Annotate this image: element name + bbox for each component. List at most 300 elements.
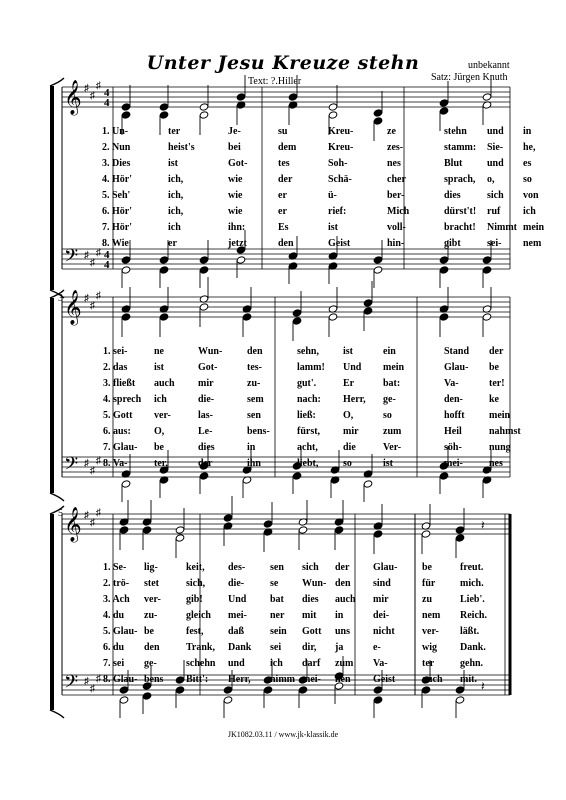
- lyric-syllable: und: [228, 658, 245, 669]
- lyric-syllable: 8. Va-: [103, 458, 128, 469]
- lyric-syllable: ter: [168, 126, 181, 137]
- lyric-syllable: ner: [270, 610, 285, 621]
- time-signature-top: 4: [104, 249, 110, 261]
- lyric-syllable: der: [278, 174, 293, 185]
- verse-line: [0, 394, 566, 406]
- lyric-syllable: wie: [228, 190, 243, 201]
- lyric-syllable: ich: [523, 206, 536, 217]
- lyric-syllable: ich,: [168, 190, 184, 201]
- verse-line: [0, 658, 566, 670]
- lyric-syllable: bracht!: [444, 222, 476, 233]
- lyric-syllable: darf: [302, 658, 321, 669]
- verse-line: [0, 642, 566, 654]
- lyric-syllable: 1. Un-: [102, 126, 129, 137]
- footer: JK1082.03.11 / www.jk-klassik.de: [227, 730, 339, 739]
- note-head: [236, 256, 246, 264]
- note-head: [199, 303, 209, 311]
- bracket-bottom: [50, 493, 64, 501]
- lyric-syllable: 7. Hör': [102, 222, 132, 233]
- note-head: [223, 514, 233, 522]
- lyric-syllable: Dank: [228, 642, 252, 653]
- lyric-syllable: ver-: [144, 594, 161, 605]
- sharp-icon: ♯: [84, 250, 89, 261]
- lyric-syllable: tes: [278, 158, 290, 169]
- sharp-icon: ♯: [96, 507, 101, 519]
- note-head: [159, 103, 169, 111]
- lyric-syllable: wig: [422, 642, 437, 653]
- lyric-syllable: dies: [302, 594, 319, 605]
- note-head: [175, 686, 185, 694]
- lyric-syllable: sprach,: [444, 174, 476, 185]
- lyric-syllable: den: [247, 346, 263, 357]
- lyric-syllable: den: [144, 642, 160, 653]
- note-head: [373, 686, 383, 694]
- lyric-syllable: ein: [383, 346, 396, 357]
- lyric-syllable: sen: [270, 562, 284, 573]
- lyric-syllable: sem: [247, 394, 264, 405]
- verse-line: [0, 362, 566, 374]
- lyric-syllable: mein: [523, 222, 545, 233]
- lyric-syllable: Va-: [444, 378, 459, 389]
- lyric-syllable: 4. du: [103, 610, 125, 621]
- note-head: [439, 313, 449, 321]
- lyric-syllable: Blut: [444, 158, 463, 169]
- note-head: [121, 256, 131, 264]
- lyric-syllable: ter!: [489, 378, 505, 389]
- lyric-syllable: nem: [422, 610, 441, 621]
- lyric-syllable: ber-: [387, 190, 405, 201]
- lyric-syllable: Heil: [444, 426, 462, 437]
- verse-line: [0, 674, 566, 686]
- lyric-syllable: ich,: [168, 206, 184, 217]
- note-head: [121, 266, 131, 274]
- lyric-syllable: fürst,: [297, 426, 321, 437]
- lyric-syllable: nicht: [373, 626, 395, 637]
- lyric-syllable: 6. aus:: [103, 426, 131, 437]
- lyric-syllable: 6. du: [103, 642, 125, 653]
- lyric-syllable: freut.: [460, 562, 484, 573]
- lyric-syllable: auch: [154, 378, 175, 389]
- note-head: [119, 696, 129, 704]
- lyric-syllable: sich: [487, 190, 504, 201]
- lyric-syllable: Er: [343, 378, 355, 389]
- sharp-icon: ♯: [96, 455, 101, 467]
- sharp-icon: ♯: [96, 80, 101, 92]
- lyric-syllable: Je-: [228, 126, 241, 137]
- lyric-syllable: Trank,: [186, 642, 215, 653]
- lyric-syllable: sich,: [186, 578, 206, 589]
- lyric-syllable: gut'.: [297, 378, 317, 389]
- sharp-icon: ♯: [90, 300, 95, 312]
- lyric-syllable: be: [489, 362, 499, 373]
- lyric-syllable: mit: [302, 610, 317, 621]
- lyric-syllable: Dank.: [460, 642, 486, 653]
- note-head: [121, 111, 131, 119]
- lyric-syllable: sehn,: [297, 346, 319, 357]
- sharp-icon: ♯: [90, 257, 95, 269]
- verse-line: [0, 578, 566, 590]
- lyric-syllable: ter,: [154, 458, 168, 469]
- lyric-syllable: ist: [328, 222, 338, 233]
- lyric-syllable: zum: [335, 658, 354, 669]
- note-head: [482, 256, 492, 264]
- lyric-syllable: mei-: [228, 610, 247, 621]
- lyric-syllable: auch: [335, 594, 356, 605]
- lyric-syllable: Geist: [328, 238, 351, 249]
- note-head: [373, 696, 383, 704]
- lyric-syllable: Schä-: [328, 174, 352, 185]
- lyric-syllable: e-: [373, 642, 381, 653]
- sharp-icon: ♯: [90, 465, 95, 477]
- lyric-syllable: 2. trö-: [103, 578, 130, 589]
- lyric-syllable: ihn: [247, 458, 261, 469]
- note-head: [455, 696, 465, 704]
- sharp-icon: ♯: [84, 83, 89, 94]
- lyric-syllable: o,: [487, 174, 495, 185]
- lyric-syllable: dies: [444, 190, 461, 201]
- lyric-syllable: 1. sei-: [103, 346, 128, 357]
- lyric-syllable: lamm!: [297, 362, 325, 373]
- note-head: [159, 313, 169, 321]
- lyric-syllable: den-: [444, 394, 463, 405]
- lyric-syllable: ver-: [422, 626, 439, 637]
- lyric-syllable: nach:: [297, 394, 321, 405]
- lyric-syllable: Glau-: [444, 362, 469, 373]
- lyric-syllable: ist: [383, 458, 393, 469]
- lyric-syllable: ich,: [168, 174, 184, 185]
- lyric-syllable: wie: [228, 174, 243, 185]
- verse-line: [0, 562, 566, 574]
- note-head: [363, 480, 373, 488]
- note-head: [236, 93, 246, 101]
- lyric-syllable: er: [278, 206, 287, 217]
- lyric-syllable: Gott: [302, 626, 322, 637]
- note-head: [482, 266, 492, 274]
- note-head: [421, 530, 431, 538]
- lyric-syllable: ver-: [154, 410, 171, 421]
- lyric-syllable: Got-: [228, 158, 248, 169]
- note-head: [199, 472, 209, 480]
- lyric-syllable: ich: [154, 394, 167, 405]
- lyric-syllable: O,: [343, 410, 354, 421]
- note-head: [142, 526, 152, 534]
- lyric-syllable: sen: [247, 410, 261, 421]
- verse-line: [0, 126, 566, 138]
- lyric-syllable: mein: [489, 410, 511, 421]
- time-signature-top: 4: [104, 87, 110, 99]
- lyric-syllable: Ver-: [383, 442, 402, 453]
- lyric-syllable: den: [335, 578, 351, 589]
- note-head: [439, 472, 449, 480]
- note-head: [121, 480, 131, 488]
- lyric-syllable: 4. Hör': [102, 174, 132, 185]
- lyric-syllable: 3. Dies: [102, 158, 131, 169]
- lyric-syllable: dir,: [302, 642, 317, 653]
- lyric-syllable: Herr,: [343, 394, 366, 405]
- lyric-syllable: für: [422, 578, 436, 589]
- sharp-icon: ♯: [96, 290, 101, 302]
- note-head: [298, 526, 308, 534]
- lyric-syllable: so: [343, 458, 352, 469]
- note-head: [175, 526, 185, 534]
- verse-line: [0, 206, 566, 218]
- note-head: [373, 117, 383, 125]
- lyric-syllable: 2. das: [103, 362, 128, 373]
- note-head: [455, 526, 465, 534]
- lyric-syllable: bens-: [247, 426, 270, 437]
- rest-icon: 𝄽: [481, 679, 485, 693]
- lyric-syllable: mir: [198, 378, 214, 389]
- lyric-syllable: Le-: [198, 426, 213, 437]
- lyric-syllable: heist's: [168, 142, 195, 153]
- verse-line: [0, 142, 566, 154]
- note-head: [328, 313, 338, 321]
- verse-line: [0, 238, 566, 250]
- lyric-syllable: O,: [154, 426, 165, 437]
- lyric-syllable: dem: [278, 142, 297, 153]
- lyric-syllable: er: [168, 238, 177, 249]
- note-head: [373, 256, 383, 264]
- lyric-syllable: ne: [154, 346, 164, 357]
- lyric-syllable: zu-: [144, 610, 158, 621]
- note-head: [159, 111, 169, 119]
- lyric-syllable: in: [247, 442, 256, 453]
- lyric-syllable: und: [487, 158, 504, 169]
- verse-line: [0, 594, 566, 606]
- note-head: [439, 256, 449, 264]
- lyric-syllable: Wun-: [302, 578, 327, 589]
- lyric-syllable: Geist: [373, 674, 396, 685]
- bracket-top: [50, 506, 64, 514]
- sharp-icon: ♯: [90, 683, 95, 695]
- lyric-syllable: der: [198, 458, 213, 469]
- verse-line: [0, 442, 566, 454]
- verse-line: [0, 222, 566, 234]
- lyric-syllable: Sie-: [487, 142, 504, 153]
- lyric-syllable: nahmst: [489, 426, 521, 437]
- note-head: [298, 686, 308, 694]
- lyric-syllable: Wun-: [198, 346, 223, 357]
- lyric-syllable: su: [278, 126, 288, 137]
- lyric-syllable: ja: [335, 642, 344, 653]
- sharp-icon: ♯: [84, 458, 89, 469]
- lyric-syllable: las-: [198, 410, 213, 421]
- verse-line: [0, 426, 566, 438]
- lyric-syllable: Bitt':: [186, 674, 209, 685]
- bracket-bottom: [50, 710, 64, 718]
- lyric-syllable: mich.: [460, 578, 484, 589]
- lyric-syllable: Herr,: [228, 674, 251, 685]
- note-head: [263, 520, 273, 528]
- lyric-syllable: mei-: [444, 458, 463, 469]
- lyric-syllable: 1. Se-: [103, 562, 127, 573]
- lyric-syllable: hofft: [444, 410, 465, 421]
- lyric-syllable: mein: [383, 362, 405, 373]
- bass-clef-icon: 𝄢: [64, 454, 79, 479]
- lyric-syllable: ich: [168, 222, 181, 233]
- verse-line: [0, 174, 566, 186]
- note-head: [334, 526, 344, 534]
- note-head: [199, 266, 209, 274]
- lyric-syllable: rief:: [328, 206, 347, 217]
- lyric-syllable: zu: [422, 594, 432, 605]
- time-signature-bottom: 4: [104, 259, 110, 271]
- lyric-syllable: tes-: [247, 362, 262, 373]
- note-head: [119, 526, 129, 534]
- lyric-syllable: die-: [228, 578, 245, 589]
- lyric-syllable: 5. Gott: [103, 410, 133, 421]
- lyric-syllable: ist: [168, 158, 178, 169]
- note-head: [373, 266, 383, 274]
- lyric-syllable: sei: [270, 642, 282, 653]
- system-number: 3: [58, 293, 63, 304]
- lyric-syllable: zes-: [387, 142, 404, 153]
- lyric-syllable: die: [343, 442, 356, 453]
- lyric-syllable: Stand: [444, 346, 470, 357]
- text-credit: Text: ?.Hiller: [248, 76, 302, 87]
- lyric-syllable: so: [383, 410, 392, 421]
- lyric-syllable: be: [144, 626, 154, 637]
- lyric-syllable: ließ:: [297, 410, 316, 421]
- note-head: [421, 686, 431, 694]
- lyric-syllable: gleich: [186, 610, 211, 621]
- rest-icon: 𝄽: [481, 518, 485, 532]
- sharp-icon: ♯: [84, 676, 89, 687]
- lyric-syllable: Mich: [387, 206, 410, 217]
- composer: unbekannt: [468, 60, 510, 71]
- lyric-syllable: läßt.: [460, 626, 480, 637]
- note-head: [482, 93, 492, 101]
- note-head: [363, 307, 373, 315]
- lyric-syllable: wie: [228, 206, 243, 217]
- lyric-syllable: Reich.: [460, 610, 487, 621]
- lyric-syllable: 5. Seh': [102, 190, 131, 201]
- treble-clef-icon: 𝄞: [64, 290, 82, 325]
- note-head: [439, 107, 449, 115]
- verse-line: [0, 378, 566, 390]
- lyric-syllable: fest,: [186, 626, 204, 637]
- treble-clef-icon: 𝄞: [64, 507, 82, 542]
- lyric-syllable: nes: [387, 158, 401, 169]
- lyric-syllable: gibt: [444, 238, 461, 249]
- lyric-syllable: es: [523, 158, 532, 169]
- lyric-syllable: Soh-: [328, 158, 348, 169]
- lyric-syllable: mir: [343, 426, 359, 437]
- note-head: [328, 103, 338, 111]
- verse-line: [0, 346, 566, 358]
- song-title: Unter Jesu Kreuze stehn: [146, 52, 420, 74]
- lyric-syllable: voll-: [387, 222, 406, 233]
- lyric-syllable: Kreu-: [328, 126, 354, 137]
- lyric-syllable: Nimmt: [487, 222, 517, 233]
- lyric-syllable: stamm:: [444, 142, 477, 153]
- lyric-syllable: von: [523, 190, 539, 201]
- lyric-syllable: 8. Wie: [102, 238, 129, 249]
- lyric-syllable: se: [270, 578, 279, 589]
- lyric-syllable: Va-: [373, 658, 388, 669]
- lyric-syllable: mir: [373, 594, 389, 605]
- lyric-syllable: Got-: [198, 362, 218, 373]
- lyric-syllable: dies: [198, 442, 215, 453]
- note-head: [223, 686, 233, 694]
- bass-clef-icon: 𝄢: [64, 246, 79, 271]
- note-head: [121, 103, 131, 111]
- lyric-syllable: des-: [228, 562, 246, 573]
- verse-line: [0, 626, 566, 638]
- lyric-syllable: sich: [302, 562, 319, 573]
- lyric-syllable: cher: [387, 174, 406, 185]
- lyric-syllable: ich: [270, 658, 283, 669]
- note-head: [439, 99, 449, 107]
- lyric-syllable: bens: [144, 674, 164, 685]
- lyric-syllable: ruf: [487, 206, 501, 217]
- treble-clef-icon: 𝄞: [64, 80, 82, 115]
- note-head: [242, 313, 252, 321]
- note-head: [159, 266, 169, 274]
- lyric-syllable: zum: [383, 426, 402, 437]
- lyric-syllable: nem: [523, 238, 542, 249]
- lyric-syllable: 7. sei: [103, 658, 125, 669]
- note-head: [482, 313, 492, 321]
- lyric-syllable: stet: [144, 578, 159, 589]
- note-head: [455, 686, 465, 694]
- lyric-syllable: ge-: [144, 658, 157, 669]
- lyric-syllable: bat:: [383, 378, 401, 389]
- lyric-syllable: mit.: [460, 674, 477, 685]
- lyric-syllable: sei-: [487, 238, 502, 249]
- note-head: [263, 686, 273, 694]
- lyric-syllable: bat: [270, 594, 284, 605]
- note-head: [455, 534, 465, 542]
- lyric-syllable: Und: [343, 362, 362, 373]
- lyric-syllable: Kreu-: [328, 142, 354, 153]
- sharp-icon: ♯: [96, 673, 101, 685]
- lyric-syllable: keit,: [186, 562, 205, 573]
- note-head: [119, 686, 129, 694]
- lyric-syllable: söh-: [444, 442, 462, 453]
- note-head: [159, 256, 169, 264]
- bracket-top: [50, 78, 64, 86]
- lyric-syllable: ter: [422, 658, 435, 669]
- lyric-syllable: sind: [373, 578, 391, 589]
- verse-line: [0, 410, 566, 422]
- lyric-syllable: sein: [270, 626, 287, 637]
- lyric-syllable: bei: [228, 142, 241, 153]
- verse-line: [0, 455, 566, 470]
- lyric-syllable: in: [523, 126, 532, 137]
- note-head: [439, 266, 449, 274]
- lyric-syllable: daß: [228, 626, 245, 637]
- note-head: [142, 692, 152, 700]
- system-number: 5: [58, 508, 63, 519]
- note-head: [288, 93, 298, 101]
- note-head: [199, 111, 209, 119]
- note-head: [121, 313, 131, 321]
- note-head: [373, 530, 383, 538]
- lyric-syllable: be: [154, 442, 164, 453]
- lyric-syllable: Glau-: [373, 562, 398, 573]
- lyric-syllable: he,: [523, 142, 536, 153]
- lyric-syllable: ist: [154, 362, 164, 373]
- lyric-syllable: in: [335, 610, 344, 621]
- note-head: [292, 317, 302, 325]
- note-head: [292, 309, 302, 317]
- lyric-syllable: stehn: [444, 126, 467, 137]
- note-head: [199, 103, 209, 111]
- lyric-syllable: ü-: [328, 190, 337, 201]
- lyric-syllable: ge-: [383, 394, 396, 405]
- lyric-syllable: ze: [387, 126, 396, 137]
